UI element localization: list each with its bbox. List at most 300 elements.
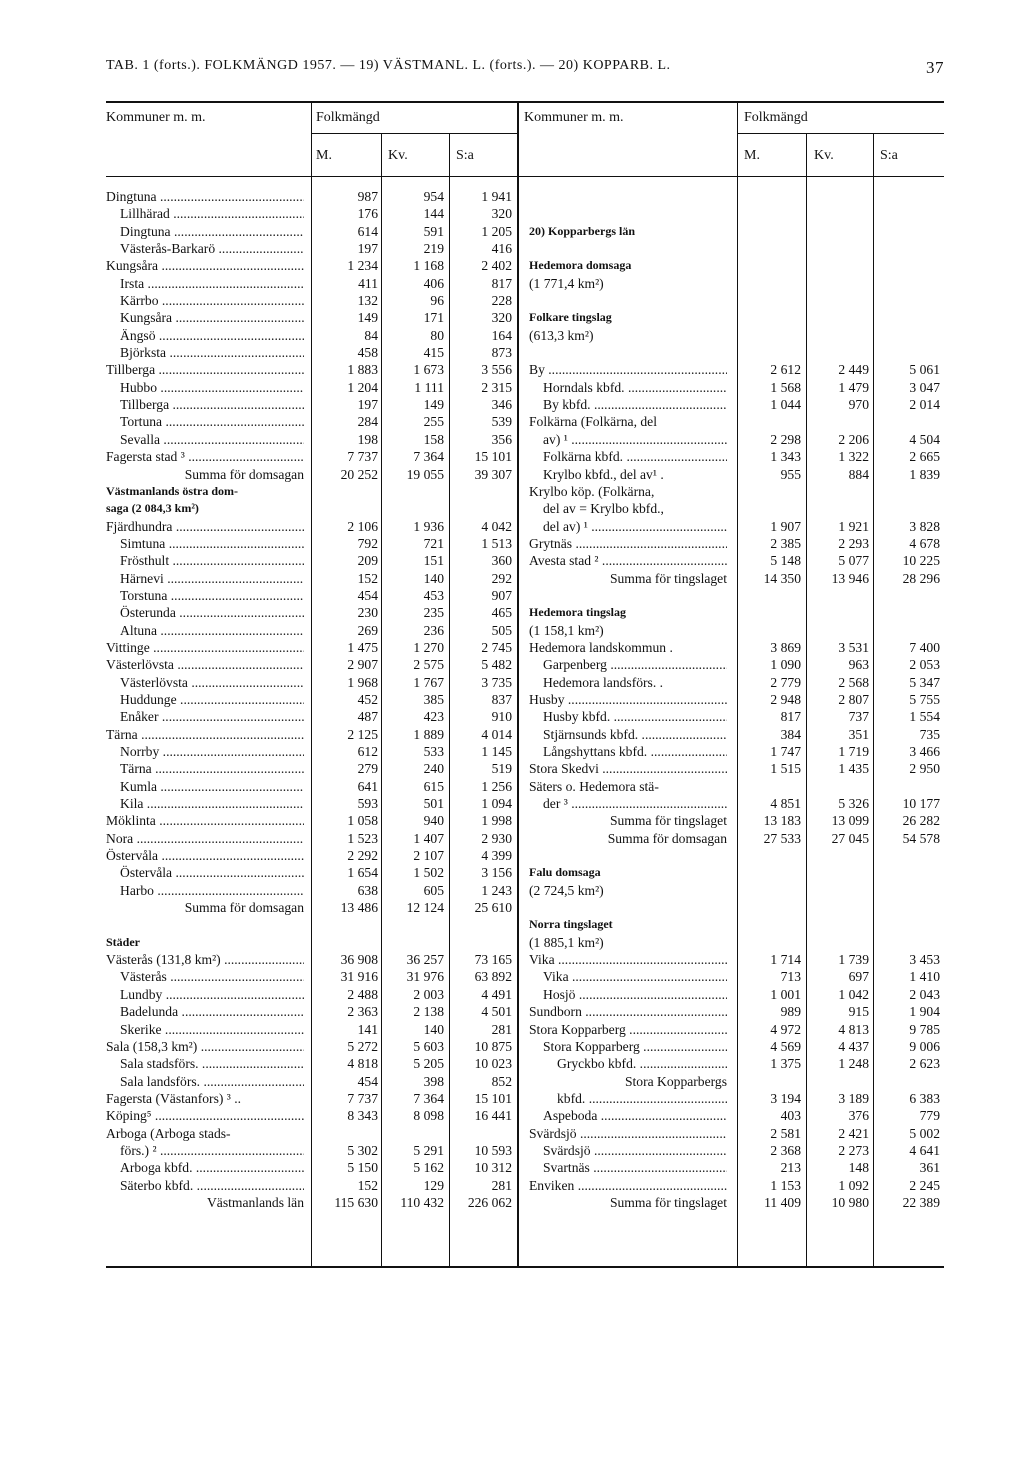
row-name: Härnevi .....: [120, 570, 304, 587]
cell-kv: 36 257: [406, 952, 444, 968]
cell-sa: 4 501: [481, 1004, 512, 1020]
table-row: [529, 830, 944, 847]
row-name: del av) ¹ .....: [543, 518, 727, 535]
row-name: Frösthult .....: [120, 552, 304, 569]
col-header-kommuner-left: Kommuner m. m.: [106, 110, 206, 125]
table-row: [106, 951, 516, 968]
cell-m: 612: [357, 744, 378, 759]
cell-m: 487: [357, 709, 378, 725]
row-name: Dingtuna .....: [120, 223, 304, 240]
cell-kv: 1 739: [838, 952, 869, 968]
cell-sa: 281: [491, 1177, 512, 1193]
cell-m: 13 486: [340, 900, 378, 916]
table-row: [106, 760, 516, 777]
cell-kv: 2 107: [413, 848, 444, 864]
table-row: [529, 778, 944, 795]
cell-kv: 915: [848, 1004, 869, 1020]
table-row: [106, 205, 516, 222]
table-row: [106, 570, 516, 587]
table-row: [106, 379, 516, 396]
cell-kv: 5 162: [413, 1160, 444, 1176]
cell-m: 2 292: [347, 848, 378, 864]
row-name: Torstuna .....: [120, 587, 304, 604]
cell-m: 11 409: [764, 1194, 801, 1210]
header-bottom-rule: [106, 176, 944, 177]
cell-kv: 7 364: [413, 449, 444, 465]
table-row: [529, 812, 944, 829]
row-name: Hedemora landskommun .: [529, 639, 673, 655]
row-name: förs.) ² .....: [120, 1142, 304, 1159]
table-row: [106, 413, 516, 430]
table-row: [106, 275, 516, 292]
cell-kv: 3 189: [838, 1090, 869, 1106]
cell-sa: 1 145: [481, 744, 512, 759]
table-row: [106, 1073, 516, 1090]
table-row: [106, 726, 516, 743]
cell-kv: 351: [848, 726, 869, 742]
row-name: av) ¹ .....: [543, 431, 727, 448]
cell-sa: 164: [491, 327, 512, 343]
row-name: Falu domsaga: [529, 865, 601, 880]
cell-sa: 2 014: [909, 397, 940, 413]
cell-m: 279: [357, 761, 378, 777]
cell-sa: 10 312: [474, 1160, 512, 1176]
cell-kv: 1 767: [413, 674, 444, 690]
table-row: [106, 396, 516, 413]
col-header-m-left: M.: [316, 148, 332, 163]
row-name: Kärrbo .....: [120, 292, 304, 309]
table-row: [106, 431, 516, 448]
cell-sa: 9 006: [909, 1038, 940, 1054]
row-name: Folkärna (Folkärna, del: [529, 414, 657, 430]
table-row: [529, 951, 944, 968]
cell-kv: 19 055: [406, 466, 444, 482]
table-row: [529, 604, 944, 621]
table-row: [529, 1142, 944, 1159]
cell-sa: 16 441: [474, 1108, 512, 1124]
row-name: Lillhärad .....: [120, 205, 304, 222]
table-row: [529, 916, 944, 933]
row-name: Kungsåra .....: [120, 309, 304, 326]
cell-kv: 5 291: [413, 1142, 444, 1158]
cell-sa: 15 101: [474, 449, 512, 465]
table-row: [529, 257, 944, 274]
cell-sa: 1 243: [481, 882, 512, 898]
cell-sa: 1 998: [481, 813, 512, 829]
table-row: [106, 483, 516, 500]
cell-m: 5 302: [347, 1142, 378, 1158]
cell-kv: 10 980: [831, 1194, 869, 1210]
table-row: [106, 240, 516, 257]
row-name: der ³ .....: [543, 795, 727, 812]
row-name: Stora Kopparbergs: [624, 1073, 727, 1089]
cell-m: 593: [357, 796, 378, 812]
cell-kv: 884: [848, 466, 869, 482]
row-name: Städer: [106, 934, 140, 949]
cell-sa: 873: [491, 345, 512, 361]
cell-sa: 4 042: [481, 518, 512, 534]
row-name: 20) Kopparbergs län: [529, 223, 636, 238]
cell-m: 149: [357, 310, 378, 326]
cell-m: 1 968: [347, 674, 378, 690]
table-row: [106, 1194, 516, 1211]
table-row: [106, 1003, 516, 1020]
cell-kv: 406: [423, 275, 444, 291]
cell-sa: 2 053: [909, 657, 940, 673]
cell-m: 614: [357, 223, 378, 239]
cell-sa: 910: [491, 709, 512, 725]
cell-m: 2 488: [347, 986, 378, 1002]
row-name: (1 158,1 km²): [529, 622, 604, 638]
col-header-sa-right: S:a: [880, 148, 898, 163]
cell-sa: 4 491: [481, 986, 512, 1002]
cell-kv: 5 603: [413, 1038, 444, 1054]
cell-kv: 2 568: [838, 674, 869, 690]
cell-kv: 1 936: [413, 518, 444, 534]
table-row: [106, 830, 516, 847]
table-row: [529, 240, 944, 257]
row-name: (613,3 km²): [529, 327, 594, 343]
cell-m: 213: [780, 1160, 801, 1176]
row-name: Horndals kbfd. .....: [543, 379, 727, 396]
row-name: Västerlövsta .....: [120, 674, 304, 691]
table-row: [529, 743, 944, 760]
cell-sa: 5 755: [909, 691, 940, 707]
cell-m: 1 153: [770, 1177, 801, 1193]
cell-sa: 4 014: [481, 726, 512, 742]
cell-sa: 10 225: [902, 553, 940, 569]
table-row: [106, 916, 516, 933]
table-row: [529, 413, 944, 430]
table-row: [106, 552, 516, 569]
cell-m: 2 106: [347, 518, 378, 534]
row-name: Västmanlands län: [206, 1194, 304, 1210]
cell-kv: 13 099: [831, 813, 869, 829]
row-name: Husby kbfd. .....: [543, 708, 727, 725]
row-name: Säters o. Hedemora stä-: [529, 778, 659, 794]
cell-sa: 292: [491, 570, 512, 586]
table-row: [529, 968, 944, 985]
cell-sa: 6 383: [909, 1090, 940, 1106]
table-row: [529, 1159, 944, 1176]
cell-m: 2 363: [347, 1004, 378, 1020]
table-row: [106, 1159, 516, 1176]
row-name: del av = Krylbo kbfd.,: [543, 501, 664, 517]
cell-kv: 235: [423, 605, 444, 621]
cell-sa: 519: [491, 761, 512, 777]
table-row: [529, 552, 944, 569]
row-name: Västerås (131,8 km²) .....: [106, 951, 304, 968]
cell-m: 269: [357, 622, 378, 638]
cell-kv: 219: [423, 241, 444, 257]
table-row: [529, 1194, 944, 1211]
cell-kv: 27 045: [831, 830, 869, 846]
cell-sa: 2 950: [909, 761, 940, 777]
table-top-rule: [106, 101, 944, 103]
table-row: [529, 205, 944, 222]
cell-kv: 80: [430, 327, 444, 343]
cell-m: 989: [780, 1004, 801, 1020]
row-name: Möklinta .....: [106, 812, 304, 829]
cell-sa: 320: [491, 310, 512, 326]
cell-kv: 2 206: [838, 431, 869, 447]
cell-sa: 10 177: [902, 796, 940, 812]
cell-m: 198: [357, 431, 378, 447]
table-row: [529, 188, 944, 205]
cell-m: 458: [357, 345, 378, 361]
table-row: [529, 1177, 944, 1194]
cell-m: 14 350: [763, 570, 801, 586]
cell-kv: 236: [423, 622, 444, 638]
row-name: Stora Skedvi .....: [529, 760, 727, 777]
cell-sa: 2 043: [909, 986, 940, 1002]
cell-sa: 2 315: [481, 379, 512, 395]
row-name: Säterbo kbfd. .....: [120, 1177, 304, 1194]
cell-kv: 1 042: [838, 986, 869, 1002]
row-name: Fjärdhundra .....: [106, 518, 304, 535]
table-row: [529, 847, 944, 864]
table-row: [529, 795, 944, 812]
row-name: Björksta .....: [120, 344, 304, 361]
row-name: Fagersta (Västanfors) ³ ..: [106, 1090, 242, 1106]
cell-m: 1 568: [770, 379, 801, 395]
cell-m: 987: [357, 189, 378, 204]
cell-sa: 5 482: [481, 657, 512, 673]
table-row: [529, 292, 944, 309]
row-name: Långshyttans kbfd. .....: [543, 743, 727, 760]
cell-m: 2 125: [347, 726, 378, 742]
table-row: [106, 899, 516, 916]
cell-sa: 2 930: [481, 830, 512, 846]
cell-kv: 1 921: [838, 518, 869, 534]
table-row: [529, 674, 944, 691]
cell-m: 1 090: [770, 657, 801, 673]
table-row: [106, 847, 516, 864]
cell-sa: 360: [491, 553, 512, 569]
row-name: kbfd. .....: [557, 1090, 727, 1107]
table-row: [106, 1021, 516, 1038]
table-row: [529, 587, 944, 604]
cell-kv: 140: [423, 570, 444, 586]
table-row: [106, 535, 516, 552]
row-name: Norrby .....: [120, 743, 304, 760]
cell-sa: 1 094: [481, 796, 512, 812]
cell-m: 713: [780, 969, 801, 985]
row-name: Kumla .....: [120, 778, 304, 795]
cell-m: 1 883: [347, 362, 378, 378]
cell-sa: 5 061: [909, 362, 940, 378]
row-name: Hedemora tingslag: [529, 605, 626, 620]
cell-sa: 4 399: [481, 848, 512, 864]
cell-kv: 1 719: [838, 744, 869, 759]
row-name: Östervåla .....: [120, 864, 304, 881]
row-name: Sundborn .....: [529, 1003, 727, 1020]
row-name: By kbfd. .....: [543, 396, 727, 413]
row-name: Gryckbo kbfd. .....: [557, 1055, 727, 1072]
row-name: Summa för tingslaget: [609, 1194, 727, 1210]
cell-sa: 361: [919, 1160, 940, 1176]
cell-kv: 255: [423, 414, 444, 430]
table-row: [106, 361, 516, 378]
row-name: Västerås-Barkarö .....: [120, 240, 304, 257]
cell-kv: 605: [423, 882, 444, 898]
table-row: [106, 639, 516, 656]
table-row: [529, 691, 944, 708]
cell-kv: 2 807: [838, 691, 869, 707]
row-name: Tärna .....: [120, 760, 304, 777]
cell-kv: 13 946: [831, 570, 869, 586]
row-name: Svärdsjö .....: [543, 1142, 727, 1159]
cell-kv: 398: [423, 1073, 444, 1089]
row-name: By .....: [529, 361, 727, 378]
cell-sa: 3 466: [909, 744, 940, 759]
cell-m: 152: [357, 1177, 378, 1193]
table-row: [529, 309, 944, 326]
row-name: Hubbo .....: [120, 379, 304, 396]
cell-sa: 4 641: [909, 1142, 940, 1158]
cell-sa: 416: [491, 241, 512, 257]
table-row: [106, 466, 516, 483]
table-row: [106, 518, 516, 535]
cell-sa: 735: [919, 726, 940, 742]
cell-kv: 737: [848, 709, 869, 725]
table-row: [529, 1107, 944, 1124]
cell-kv: 2 421: [838, 1125, 869, 1141]
cell-m: 5 150: [347, 1160, 378, 1176]
table-row: [106, 604, 516, 621]
row-name: Enviken .....: [529, 1177, 727, 1194]
row-name: saga (2 084,3 km²): [106, 501, 199, 516]
row-name: Stjärnsunds kbfd. .....: [543, 726, 727, 743]
row-name: Fagersta stad ³ .....: [106, 448, 304, 465]
col-header-m-right: M.: [744, 148, 760, 163]
row-name: Skerike .....: [120, 1021, 304, 1038]
cell-kv: 7 364: [413, 1090, 444, 1106]
table-row: [106, 812, 516, 829]
cell-sa: 22 389: [902, 1194, 940, 1210]
table-row: [529, 986, 944, 1003]
cell-kv: 376: [848, 1108, 869, 1124]
cell-m: 1 058: [347, 813, 378, 829]
cell-m: 1 654: [347, 865, 378, 881]
cell-sa: 539: [491, 414, 512, 430]
table-row: [106, 1107, 516, 1124]
cell-m: 2 907: [347, 657, 378, 673]
cell-sa: 281: [491, 1021, 512, 1037]
row-name: Svärdsjö .....: [529, 1125, 727, 1142]
cell-sa: 465: [491, 605, 512, 621]
table-row: [529, 535, 944, 552]
cell-m: 7 737: [347, 1090, 378, 1106]
cell-sa: 10 023: [474, 1056, 512, 1072]
table-row: [106, 691, 516, 708]
row-name: Sevalla .....: [120, 431, 304, 448]
row-name: Kila .....: [120, 795, 304, 812]
row-name: Folkare tingslag: [529, 310, 612, 325]
cell-m: 176: [357, 206, 378, 222]
cell-kv: 1 435: [838, 761, 869, 777]
cell-kv: 415: [423, 345, 444, 361]
cell-sa: 907: [491, 587, 512, 603]
table-row: [529, 656, 944, 673]
cell-sa: 3 735: [481, 674, 512, 690]
row-name: Tortuna .....: [120, 413, 304, 430]
row-name: Köping⁵ .....: [106, 1107, 304, 1124]
table-row: [106, 1038, 516, 1055]
row-name: Sala (158,3 km²) .....: [106, 1038, 304, 1055]
row-name: Stora Kopparberg .....: [543, 1038, 727, 1055]
cell-m: 2 581: [770, 1125, 801, 1141]
row-name: Summa för domsagan: [607, 830, 727, 846]
cell-sa: 1 205: [481, 223, 512, 239]
table-row: [529, 1038, 944, 1055]
cell-kv: 5 077: [838, 553, 869, 569]
cell-sa: 5 002: [909, 1125, 940, 1141]
row-name: Ängsö .....: [120, 327, 304, 344]
cell-m: 230: [357, 605, 378, 621]
row-name: Hedemora domsaga: [529, 258, 632, 273]
table-row: [529, 1090, 944, 1107]
table-row: [106, 587, 516, 604]
table-row: [529, 1021, 944, 1038]
cell-m: 4 851: [770, 796, 801, 812]
cell-kv: 940: [423, 813, 444, 829]
table-row: [529, 396, 944, 413]
cell-kv: 1 889: [413, 726, 444, 742]
cell-m: 4 569: [770, 1038, 801, 1054]
table-row: [529, 570, 944, 587]
cell-kv: 149: [423, 397, 444, 413]
cell-m: 5 148: [770, 553, 801, 569]
table-row: [106, 778, 516, 795]
cell-m: 1 343: [770, 449, 801, 465]
left-table-body: [106, 188, 516, 1211]
row-name: Avesta stad ² .....: [529, 552, 727, 569]
cell-m: 115 630: [334, 1194, 378, 1210]
cell-sa: 25 610: [474, 900, 512, 916]
cell-sa: 779: [919, 1108, 940, 1124]
cell-m: 1 044: [770, 397, 801, 413]
row-name: Hosjö .....: [543, 986, 727, 1003]
page-header: [106, 58, 944, 80]
cell-sa: 2 402: [481, 258, 512, 274]
cell-m: 197: [357, 241, 378, 257]
cell-m: 2 612: [770, 362, 801, 378]
row-name: Simtuna .....: [120, 535, 304, 552]
cell-sa: 505: [491, 622, 512, 638]
cell-sa: 5 347: [909, 674, 940, 690]
row-name: Krylbo kbfd., del av¹ .: [543, 466, 664, 482]
row-name: Tillberga .....: [106, 361, 304, 378]
table-row: [529, 223, 944, 240]
col-header-folkmangd-right: Folkmängd: [744, 110, 808, 125]
table-row: [106, 708, 516, 725]
cell-sa: 1 513: [481, 535, 512, 551]
col-header-kv-left: Kv.: [388, 148, 408, 163]
row-name: Lundby .....: [120, 986, 304, 1003]
cell-kv: 5 205: [413, 1056, 444, 1072]
cell-kv: 1 322: [838, 449, 869, 465]
cell-kv: 1 092: [838, 1177, 869, 1193]
col-divider-4: [517, 101, 519, 1266]
table-row: [106, 309, 516, 326]
table-row: [529, 483, 944, 500]
cell-m: 2 948: [770, 691, 801, 707]
table-row: [529, 1003, 944, 1020]
col-header-folkmangd-left: Folkmängd: [316, 110, 380, 125]
row-name: Östervåla .....: [106, 847, 304, 864]
cell-sa: 54 578: [902, 830, 940, 846]
